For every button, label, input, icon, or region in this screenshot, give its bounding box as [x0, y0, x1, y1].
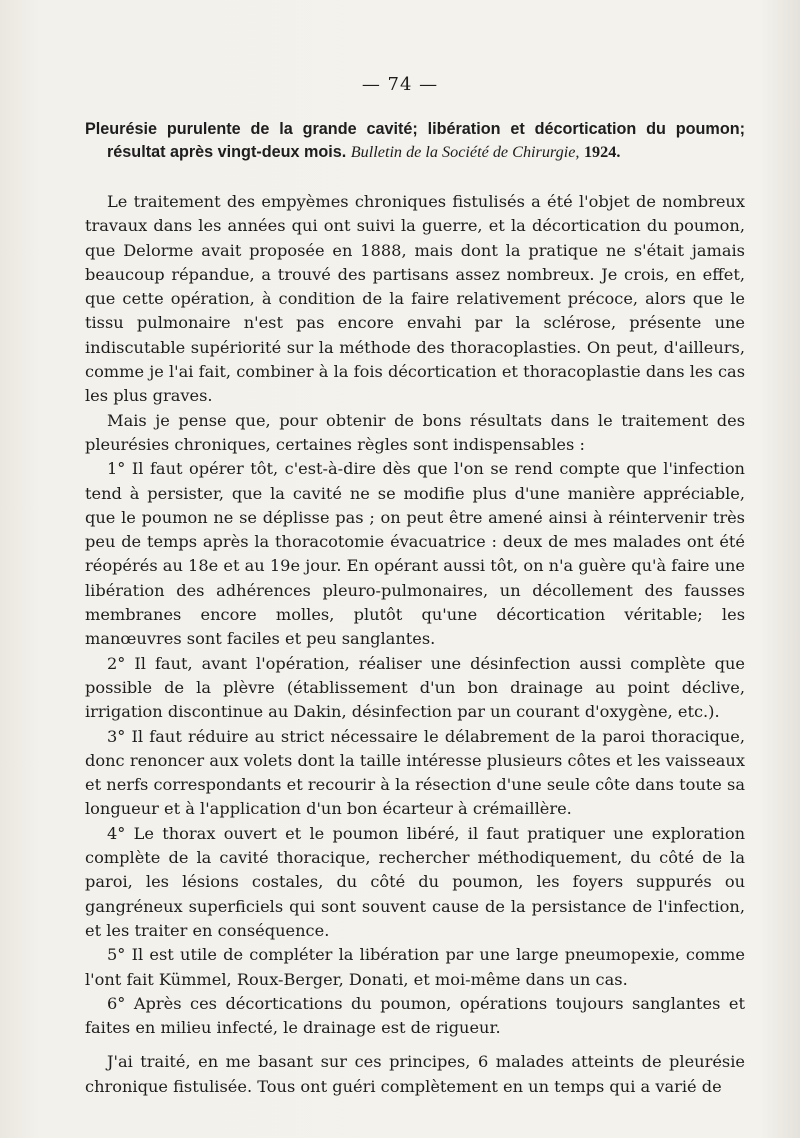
paragraph: 4° Le thorax ouvert et le poumon libéré, il faut pratiquer une exploration complète de la cavité thoracique, rechercher méthodiquement, du côté de la paroi, les lésions costales, du côté du poumon, les foyers suppurés ou gangréneux superficiels qui sont souvent cause de la persistance de l'infection, et les traiter en conséquence. — [85, 823, 745, 940]
reference-source: Bulletin de la Société de Chirurgie, — [350, 143, 580, 161]
paragraph: 6° Après ces décortications du poumon, opérations toujours sanglantes et faites en milieu infecté, le drainage est de rigueur. — [85, 993, 745, 1038]
paragraph: 3° Il faut réduire au strict nécessaire le délabrement de la paroi thoracique, donc renoncer aux volets dont la taille intéresse plusieurs côtes et les vaisseaux et nerfs correspondants et recourir à la résection d'une seule côte dans toute sa longueur et à l'application d'un bon écarteur à crémaillère. — [85, 726, 745, 819]
paragraph: Le traitement des empyèmes chroniques fistulisés a été l'objet de nombreux travaux dans les années qui ont suivi la guerre, et la décortication du poumon, que Delorme avait proposée en 1888, mais dont la pratique ne s'était jamais beaucoup répandue, a trouvé des partisans assez nombreux. Je crois, en effet, que cette opération, à condition de la faire relativement précoce, alors que le tissu pulmonaire n'est pas encore envahi par la sclérose, présente une indiscutable supériorité sur la méthode des thoracoplasties. On peut, d'ailleurs, comme je l'ai fait, combiner à la fois décortication et thoracoplastie dans les cas les plus graves. — [85, 192, 745, 406]
reference-title: Pleurésie purulente de la grande cavité; libération et décortication du poumon; résultat après vingt-deux mois. — [85, 120, 745, 161]
page-content — [85, 118, 745, 1099]
bibliographic-reference — [85, 118, 745, 164]
paragraph: 1° Il faut opérer tôt, c'est-à-dire dès que l'on se rend compte que l'infection tend à persister, que la cavité ne se modifie plus d'une manière appréciable, que le poumon ne se déplisse pas ; on peut être amené ainsi à réintervenir très peu de temps après la thoracotomie évacuatrice : deux de mes malades ont été réopérés au 18e et au 19e jour. En opérant aussi tôt, on n'a guère qu'à faire une libération des adhérences pleuro-pulmonaires, un décollement des fausses membranes encore molles, plutôt qu'une décortication véritable; les manœuvres sont faciles et peu sanglantes. — [85, 459, 745, 649]
paragraph: 2° Il faut, avant l'opération, réaliser une désinfection aussi complète que possible de la plèvre (établissement d'un bon drainage au point déclive, irrigation discontinue au Dakin, désinfection par un courant d'oxygène, etc.). — [85, 653, 745, 722]
reference-year: 1924. — [583, 143, 621, 161]
paragraph: Mais je pense que, pour obtenir de bons résultats dans le traitement des pleurésies chroniques, certaines règles sont indispensables : — [85, 410, 745, 454]
body-text — [85, 190, 745, 1099]
paragraph: 5° Il est utile de compléter la libération par une large pneumopexie, comme l'ont fait Kümmel, Roux-Berger, Donati, et moi-même dans un cas. — [85, 945, 745, 989]
paragraph: J'ai traité, en me basant sur ces principes, 6 malades atteints de pleurésie chronique fistulisée. Tous ont guéri complètement en un temps qui a varié de — [85, 1052, 745, 1096]
page-number: — 74 — — [361, 74, 439, 95]
